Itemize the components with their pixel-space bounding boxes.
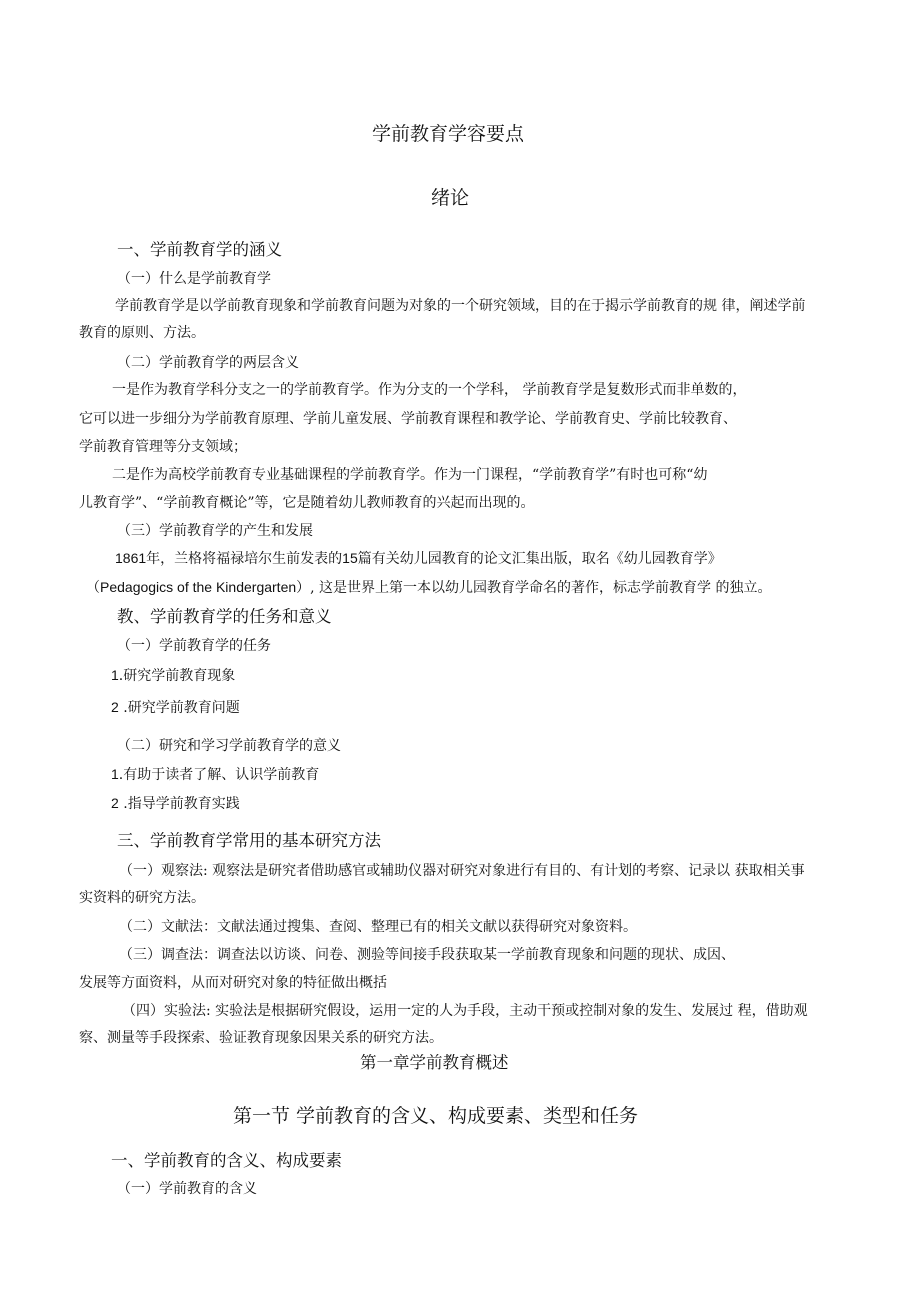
item-text: .研究学前教育现象: [118, 668, 236, 684]
item-number: 1: [111, 667, 119, 683]
paragraph-line: 发展等方面资料，从而对研究对象的特征做出概括: [79, 975, 387, 991]
section-title: 第一节 学前教育的含义、构成要素、类型和任务: [233, 1105, 639, 1127]
year-number: 1861: [115, 550, 147, 566]
paragraph-line: [115, 548, 722, 569]
paragraph-line: 二是作为高校学前教育专业基础课程的学前教育学。作为一门课程，“学前教育学”有时也可称“幼: [112, 467, 708, 483]
item-text: .有助于读者了解、认识学前教育: [118, 767, 320, 783]
item-text: .研究学前教育问题: [123, 700, 240, 716]
subsection-heading: （一）学前教育学的任务: [117, 638, 271, 654]
text-run: （: [86, 580, 100, 596]
list-item: [111, 697, 240, 718]
paragraph-line: （一）观察法: 观察法是研究者借助感官或辅助仪器对研究对象进行有目的、有计划的考察、记录以 获取相关事: [119, 863, 805, 879]
item-number: 1: [111, 766, 119, 782]
paragraph-line: 察、测量等手段探索、验证教育现象因果关系的研究方法。: [79, 1030, 443, 1046]
paragraph-line: （三）调查法：调查法以访谈、问卷、测验等间接手段获取某一学前教育现象和问题的现状、成因、: [119, 947, 735, 963]
paragraph-line: （二）文献法：文献法通过搜集、查阅、整理已有的相关文献以获得研究对象资料。: [119, 919, 637, 935]
item-text: .指导学前教育实践: [123, 796, 240, 812]
section-heading-2: 教、学前教育学的任务和意义: [117, 607, 332, 626]
list-item: [111, 665, 235, 686]
text-run: ）, 这是世界上第一本以幼儿园教育学命名的著作，标志学前教育学 的独立。: [296, 580, 772, 596]
paragraph-line: 教育的原则、方法。: [79, 325, 205, 341]
subsection-heading: （一）什么是学前教育学: [117, 271, 271, 287]
paragraph-line: 实资料的研究方法。: [79, 890, 205, 906]
count-number: 15: [342, 550, 358, 566]
english-title: Pedagogics of the Kindergarten: [100, 579, 297, 595]
paragraph-line: 它可以进一步细分为学前教育原理、学前儿童发展、学前教育课程和教学论、学前教育史、学前比较教育、: [79, 411, 737, 427]
subsection-heading: （三）学前教育学的产生和发展: [117, 523, 313, 539]
paragraph-line: 学前教育学是以学前教育现象和学前教育问题为对象的一个研究领域，目的在于揭示学前教育的规 律，阐述学前: [115, 298, 806, 314]
item-number: 2: [111, 795, 119, 811]
list-item: [111, 793, 240, 814]
paragraph-line: 一是作为教育学科分支之一的学前教育学。作为分支的一个学科， 学前教育学是复数形式而非单数的，: [112, 382, 747, 398]
chapter-heading: 第一章学前教育概述: [360, 1053, 509, 1072]
section-heading-1: 一、学前教育学的涵义: [117, 240, 282, 259]
subsection-heading: （二）研究和学习学前教育学的意义: [117, 738, 341, 754]
intro-heading: 绪论: [431, 187, 470, 209]
paragraph-line: [86, 577, 772, 598]
text-run: 年，兰格将福禄培尔生前发表的: [146, 551, 343, 567]
list-item: [111, 764, 319, 785]
subsection-heading: （一）学前教育的含义: [117, 1181, 257, 1197]
paragraph-line: 儿教育学”、“学前教育概论”等，它是随着幼儿教师教育的兴起而出现的。: [79, 495, 535, 511]
subsection-heading: （二）学前教育学的两层含义: [117, 355, 299, 371]
paragraph-line: （四）实验法: 实验法是根据研究假设，运用一定的人为手段，主动干预或控制对象的发生、发展过 程，借助观: [122, 1003, 808, 1019]
page-title: 学前教育学容要点: [372, 123, 525, 145]
text-run: 篇有关幼儿园教育的论文汇集出版，取名《幼儿园教育学》: [357, 551, 722, 567]
section-heading: 一、学前教育的含义、构成要素: [111, 1151, 342, 1170]
paragraph-line: 学前教育管理等分支领域；: [79, 439, 247, 455]
item-number: 2: [111, 699, 119, 715]
section-heading-3: 三、学前教育学常用的基本研究方法: [117, 831, 381, 850]
